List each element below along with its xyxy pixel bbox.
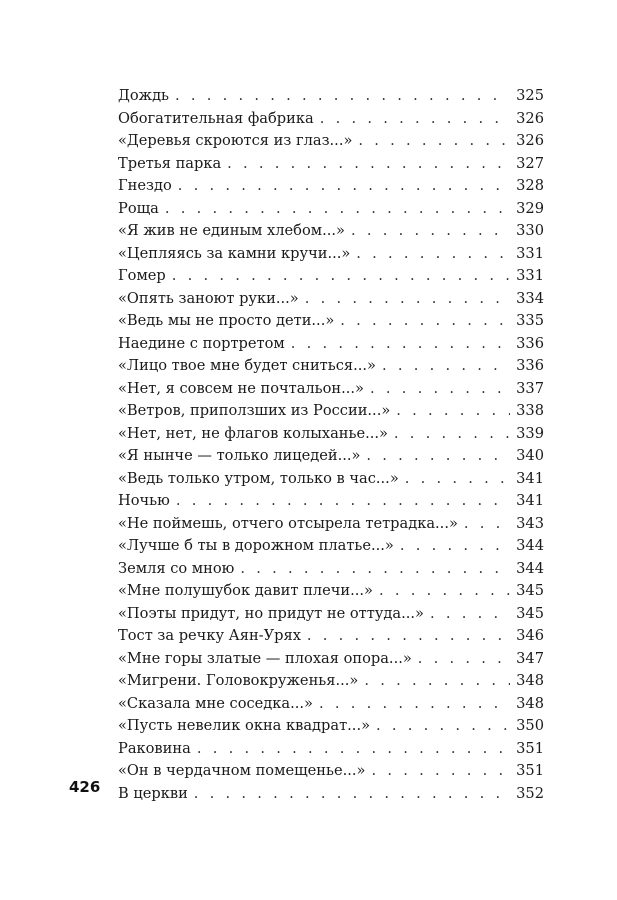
toc-entry-title: «Мне полушубок давит плечи...» bbox=[118, 582, 373, 599]
toc-entry-title: «Не поймешь, отчего отсырела тетрадка...» bbox=[118, 514, 458, 532]
toc-entry-page: 334 bbox=[516, 289, 544, 307]
toc-entry bbox=[118, 693, 544, 716]
toc-entry-page: 339 bbox=[516, 424, 544, 442]
dot-leader bbox=[396, 400, 510, 423]
dot-leader bbox=[320, 108, 510, 131]
toc-entry-title: «Опять заноют руки...» bbox=[118, 289, 299, 307]
toc-entry-title: «Нет, нет, не флагов колыханье...» bbox=[118, 424, 388, 442]
toc-entry bbox=[118, 355, 544, 378]
toc-entry-page: 338 bbox=[516, 402, 544, 419]
folio-page-number: 426 bbox=[69, 778, 101, 796]
dot-leader bbox=[382, 355, 510, 378]
toc-entry-page: 348 bbox=[516, 694, 544, 712]
toc-entry-title: «Пусть невелик окна квадрат...» bbox=[118, 717, 371, 734]
toc-entry bbox=[118, 175, 544, 198]
dot-leader bbox=[405, 468, 510, 491]
toc-entry-page: 336 bbox=[516, 357, 544, 374]
dot-leader bbox=[305, 288, 510, 311]
toc-entry-title: «Я жив не единым хлебом...» bbox=[118, 222, 345, 239]
toc-entry-page: 351 bbox=[516, 762, 544, 779]
dot-leader bbox=[240, 558, 510, 581]
toc-entry bbox=[118, 220, 544, 243]
dot-leader bbox=[340, 310, 510, 333]
toc-entry-page: 341 bbox=[516, 492, 544, 509]
dot-leader bbox=[371, 760, 510, 783]
toc-entry-title: «Сказала мне соседка...» bbox=[118, 694, 313, 712]
dot-leader bbox=[227, 153, 510, 176]
toc-entry bbox=[118, 670, 544, 693]
dot-leader bbox=[364, 670, 510, 693]
dot-leader bbox=[366, 445, 510, 468]
toc-entry bbox=[118, 738, 544, 761]
toc-entry-title: Дождь bbox=[118, 87, 170, 104]
dot-leader bbox=[400, 535, 510, 558]
toc-entry-title: «Нет, я совсем не почтальон...» bbox=[118, 379, 364, 397]
toc-entry-page: 326 bbox=[516, 132, 544, 149]
toc-entry-page: 337 bbox=[516, 379, 544, 397]
dot-leader bbox=[291, 333, 510, 356]
toc-entry-page: 328 bbox=[516, 177, 544, 194]
toc-entry-page: 346 bbox=[516, 627, 544, 644]
toc-entry-page: 345 bbox=[516, 604, 544, 622]
toc-entry-page: 326 bbox=[516, 109, 544, 127]
toc-entry-title: Земля со мною bbox=[118, 559, 235, 577]
toc-entry-page: 336 bbox=[516, 334, 544, 352]
dot-leader bbox=[197, 738, 510, 761]
toc-entry-title: «Деревья скроются из глаз...» bbox=[118, 132, 353, 149]
toc-entry-title: Раковина bbox=[118, 739, 191, 757]
toc-entry bbox=[118, 153, 544, 176]
toc-entry-title: «Мигрени. Головокруженья...» bbox=[118, 672, 359, 689]
dot-leader bbox=[176, 490, 510, 513]
toc-entry-page: 331 bbox=[516, 244, 544, 262]
dot-leader bbox=[418, 648, 510, 671]
toc-entry-title: «Он в чердачном помещенье...» bbox=[118, 762, 366, 779]
toc-entry bbox=[118, 423, 544, 446]
dot-leader bbox=[307, 625, 510, 648]
toc-entry-page: 348 bbox=[516, 672, 544, 689]
toc-entry-page: 325 bbox=[516, 87, 544, 104]
dot-leader bbox=[351, 220, 510, 243]
dot-leader bbox=[464, 513, 510, 536]
toc-entry-page: 329 bbox=[516, 199, 544, 217]
toc-entry-page: 331 bbox=[516, 267, 544, 284]
toc-entry bbox=[118, 513, 544, 536]
toc-entry-page: 343 bbox=[516, 514, 544, 532]
dot-leader bbox=[370, 378, 510, 401]
toc-entry-title: В церкви bbox=[118, 784, 188, 802]
dot-leader bbox=[379, 580, 510, 603]
toc-entry-title: Третья парка bbox=[118, 154, 222, 172]
dot-leader bbox=[194, 783, 510, 806]
toc-entry-page: 341 bbox=[516, 469, 544, 487]
toc-entry bbox=[118, 333, 544, 356]
toc-entry bbox=[118, 378, 544, 401]
toc-entry-page: 344 bbox=[516, 537, 544, 554]
toc-entry bbox=[118, 400, 544, 423]
toc-entry bbox=[118, 288, 544, 311]
toc-entry bbox=[118, 468, 544, 491]
toc-entry bbox=[118, 558, 544, 581]
table-of-contents bbox=[118, 85, 544, 805]
toc-entry-title: Наедине с портретом bbox=[118, 334, 285, 352]
toc-entry bbox=[118, 265, 544, 288]
toc-entry-title: Роща bbox=[118, 199, 159, 217]
toc-entry-title: «Я нынче — только лицедей...» bbox=[118, 447, 361, 464]
toc-entry bbox=[118, 715, 544, 738]
toc-entry bbox=[118, 243, 544, 266]
toc-entry bbox=[118, 535, 544, 558]
dot-leader bbox=[165, 198, 510, 221]
dot-leader bbox=[356, 243, 510, 266]
toc-entry bbox=[118, 603, 544, 626]
dot-leader bbox=[358, 130, 510, 153]
dot-leader bbox=[178, 175, 510, 198]
toc-entry-page: 344 bbox=[516, 559, 544, 577]
toc-entry-page: 335 bbox=[516, 312, 544, 329]
dot-leader bbox=[376, 715, 510, 738]
toc-entry-title: «Лицо твое мне будет сниться...» bbox=[118, 357, 376, 374]
toc-entry-title: «Лучше б ты в дорожном платье...» bbox=[118, 537, 394, 554]
toc-entry bbox=[118, 198, 544, 221]
dot-leader bbox=[430, 603, 510, 626]
toc-entry-title: «Ведь мы не просто дети...» bbox=[118, 312, 335, 329]
toc-entry bbox=[118, 490, 544, 513]
toc-entry-title: «Цепляясь за камни кручи...» bbox=[118, 244, 351, 262]
toc-entry-title: Тост за речку Аян-Урях bbox=[118, 627, 301, 644]
toc-entry-title: Обогатительная фабрика bbox=[118, 109, 314, 127]
toc-entry-title: Гнездо bbox=[118, 177, 172, 194]
dot-leader bbox=[319, 693, 510, 716]
toc-entry-page: 345 bbox=[516, 582, 544, 599]
toc-entry-title: «Ветров, приползших из России...» bbox=[118, 402, 391, 419]
dot-leader bbox=[175, 85, 510, 108]
toc-entry-title: Гомер bbox=[118, 267, 166, 284]
toc-entry-page: 352 bbox=[516, 784, 544, 802]
dot-leader bbox=[172, 265, 510, 288]
toc-entry-page: 327 bbox=[516, 154, 544, 172]
toc-entry-page: 347 bbox=[516, 649, 544, 667]
toc-entry bbox=[118, 783, 544, 806]
toc-entry-title: «Поэты придут, но придут не оттуда...» bbox=[118, 604, 424, 622]
toc-entry bbox=[118, 85, 544, 108]
toc-entry-page: 350 bbox=[516, 717, 544, 734]
toc-entry-title: Ночью bbox=[118, 492, 170, 509]
toc-entry-page: 340 bbox=[516, 447, 544, 464]
toc-entry bbox=[118, 445, 544, 468]
toc-entry-title: «Ведь только утром, только в час...» bbox=[118, 469, 399, 487]
toc-entry bbox=[118, 108, 544, 131]
toc-entry bbox=[118, 625, 544, 648]
toc-entry-page: 351 bbox=[516, 739, 544, 757]
toc-entry bbox=[118, 648, 544, 671]
toc-entry-title: «Мне горы златые — плохая опора...» bbox=[118, 649, 412, 667]
toc-entry bbox=[118, 130, 544, 153]
toc-entry bbox=[118, 760, 544, 783]
toc-entry bbox=[118, 580, 544, 603]
dot-leader bbox=[394, 423, 510, 446]
toc-entry-page: 330 bbox=[516, 222, 544, 239]
toc-entry bbox=[118, 310, 544, 333]
